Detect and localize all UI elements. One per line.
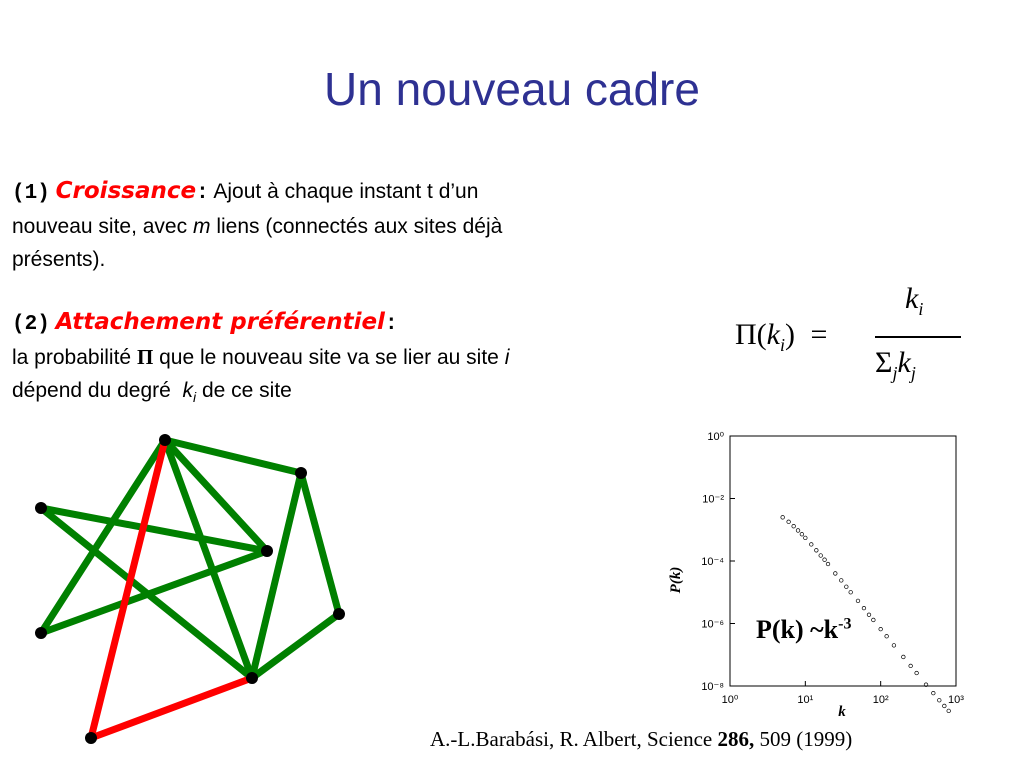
data-point (787, 520, 791, 524)
data-point (796, 529, 800, 533)
data-point (815, 548, 819, 552)
formula-sigma: Σ (875, 346, 893, 379)
formula-rparen: ) (785, 318, 796, 351)
formula-sigma-sub: j (892, 363, 898, 383)
formula-equals: = (810, 318, 828, 351)
edge-new (91, 678, 252, 738)
data-point (781, 516, 785, 520)
item2-k: k (182, 379, 193, 402)
item1-number: (1) (12, 182, 50, 205)
item1-text-d: présents). (12, 248, 106, 271)
power-law-label (752, 615, 855, 645)
data-point (849, 590, 853, 594)
power-law-text: P(k) ~k (756, 615, 839, 644)
edge (301, 473, 339, 614)
y-tick-label: 10⁻² (702, 493, 724, 506)
item-attachement (12, 306, 712, 414)
y-tick-label: 10⁰ (707, 431, 724, 443)
node (261, 545, 273, 557)
x-axis-label: k (838, 704, 846, 720)
item2-pi: Π (136, 345, 154, 369)
data-point (792, 524, 796, 528)
data-point (856, 599, 860, 603)
citation-authors: A.-L.Barabási, R. Albert, Science (430, 727, 713, 751)
data-point (862, 606, 866, 610)
item2-sub-i: i (192, 389, 197, 406)
item2-text-d: de ce site (201, 379, 292, 402)
edge (165, 440, 301, 473)
item1-text-c: liens (connectés aux sites déjà (216, 215, 503, 238)
formula-num-sub: i (918, 299, 924, 319)
data-point (867, 613, 871, 617)
degree-distribution-plot (660, 420, 990, 720)
item1-keyword: Croissance (55, 178, 197, 204)
data-point (909, 664, 913, 668)
formula-den-k: k (897, 346, 911, 379)
node (246, 672, 258, 684)
x-tick-label: 10³ (948, 694, 964, 706)
node (159, 434, 171, 446)
item-croissance (12, 175, 712, 276)
edge (41, 440, 165, 633)
item2-colon: : (384, 313, 398, 336)
data-point (800, 532, 804, 536)
data-point (902, 655, 906, 659)
item2-number: (2) (12, 313, 50, 336)
citation (430, 727, 852, 752)
data-point (823, 558, 827, 562)
y-tick-label: 10⁻⁸ (701, 681, 724, 693)
item1-text-b: nouveau site, avec (12, 215, 188, 238)
node (295, 467, 307, 479)
formula-k: k (766, 318, 780, 351)
citation-pages: 509 (1999) (759, 727, 853, 751)
y-axis-label: P(k) (668, 566, 684, 594)
preferential-attachment-formula (735, 282, 975, 402)
fraction-bar (875, 336, 961, 338)
node (333, 608, 345, 620)
item2-i: i (504, 346, 510, 369)
item2-text-c: dépend du degré (12, 379, 171, 402)
y-tick-label: 10⁻⁴ (701, 556, 724, 568)
item2-text-b: que le nouveau site va se lier au site (159, 346, 499, 369)
item2-keyword: Attachement préférentiel (55, 309, 385, 335)
network-graph (0, 425, 360, 750)
data-point (839, 579, 843, 583)
data-point (834, 572, 838, 576)
data-point (943, 704, 947, 708)
y-tick-label: 10⁻⁶ (701, 618, 724, 631)
data-point (872, 618, 876, 622)
data-point (826, 562, 830, 566)
formula-pi: Π (735, 318, 757, 351)
data-point (915, 671, 919, 675)
data-point (947, 709, 951, 713)
power-law-exponent: -3 (838, 615, 852, 633)
data-point (937, 698, 941, 702)
node (35, 502, 47, 514)
formula-lparen: ( (756, 318, 767, 351)
data-point (932, 691, 936, 695)
x-tick-label: 10¹ (797, 694, 814, 706)
page-title: Un nouveau cadre (324, 63, 700, 115)
data-point (804, 536, 808, 540)
node-new (85, 732, 97, 744)
data-point (885, 634, 889, 638)
item2-text-a: la probabilité (12, 346, 132, 369)
x-tick-label: 10² (872, 694, 889, 706)
data-point (845, 585, 849, 589)
formula-sub-i: i (780, 335, 786, 355)
item1-text-a: Ajout à chaque instant t d’un (213, 180, 479, 203)
citation-volume: 286, (717, 727, 755, 751)
item1-m: m (192, 215, 211, 238)
x-tick-label: 10⁰ (721, 694, 739, 706)
formula-den-sub: j (910, 363, 916, 383)
data-point (879, 627, 883, 631)
item1-colon: : (196, 182, 209, 205)
data-point (819, 554, 823, 558)
formula-num-k: k (905, 282, 919, 315)
plot-frame (730, 436, 956, 686)
node (35, 627, 47, 639)
data-point (809, 543, 813, 547)
data-point (892, 644, 896, 648)
